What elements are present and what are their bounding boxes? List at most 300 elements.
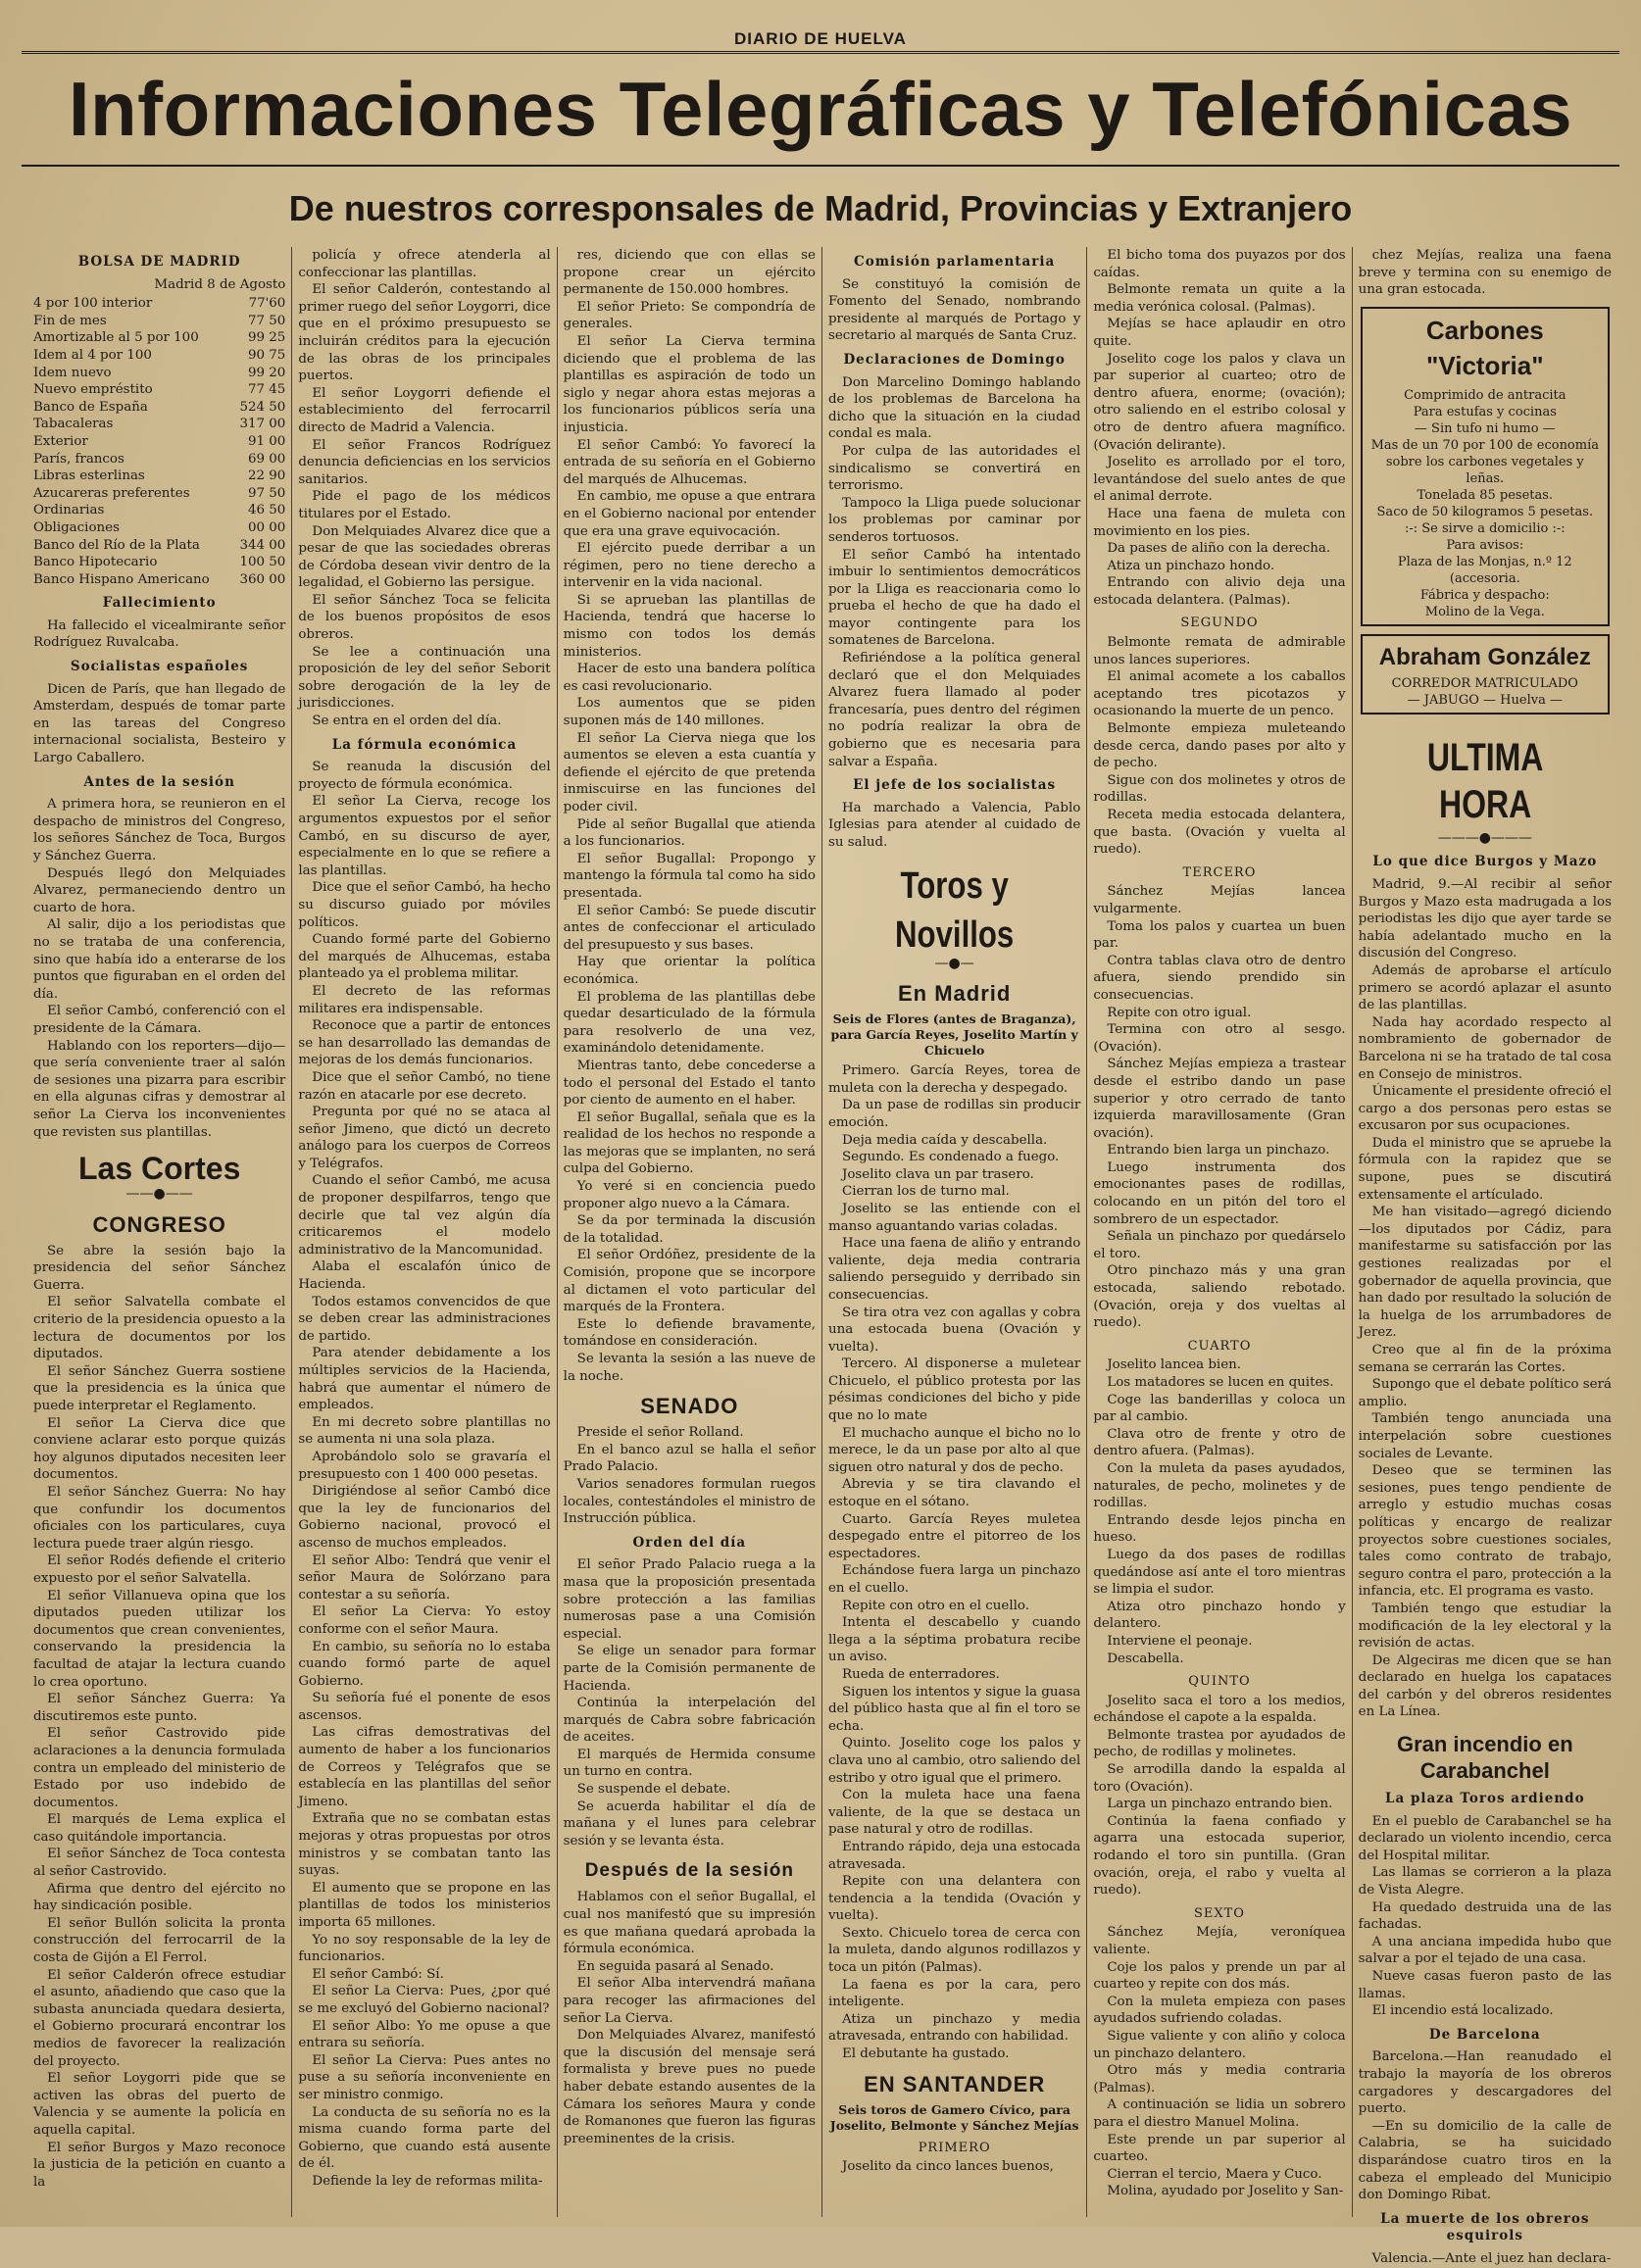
- bolsa-date: Madrid 8 de Agosto: [154, 276, 286, 292]
- ad-carbones-title: Carbones "Victoria": [1425, 315, 1544, 380]
- declaraciones-title: Declaraciones de Domingo: [843, 351, 1066, 368]
- paragraph: Yo no soy responsable de la ley de funcionarios.: [298, 1932, 551, 1965]
- paragraph: El incendio está localizado.: [1371, 2003, 1554, 2019]
- segundo-title: SEGUNDO: [1180, 616, 1259, 631]
- ad-line: Tonelada 85 pesetas.: [1417, 487, 1554, 503]
- senado-title: SENADO: [640, 1394, 739, 1419]
- paragraph: Repite con otro igual.: [1107, 1005, 1252, 1020]
- paragraph: El señor Albo: Yo me opuse a que entrara su señoría.: [298, 2018, 551, 2051]
- bolsa-value: 99 20: [247, 365, 286, 380]
- table-row: [33, 347, 285, 365]
- paragraph: Después llegó don Melquiades Alvarez, permaneciendo dentro un cuarto de hora.: [33, 865, 286, 915]
- table-row: [33, 313, 285, 330]
- paragraph: Cierran los de turno mal.: [841, 1184, 1010, 1200]
- paragraph: El señor La Cierva: Pues antes no puse a su señoría inconveniente en ser ministro conmigo.: [298, 2052, 551, 2102]
- cuarto-body: [1093, 1356, 1345, 1667]
- burgos-title: Lo que dice Burgos y Mazo: [1372, 854, 1598, 870]
- bolsa-label: 4 por 100 interior: [33, 296, 153, 312]
- paragraph: Varios senadores formulan ruegos locales, contestándoles el ministro de Instrucción pública.: [563, 1476, 816, 1527]
- paragraph: Da pases de aliño con la derecha.: [1107, 541, 1331, 557]
- paragraph: Hace una faena de muleta con movimiento en los pies.: [1093, 506, 1346, 539]
- barcelona-body: [1359, 2048, 1612, 2203]
- ad-carbones-lines: [1368, 387, 1602, 620]
- congreso-body: [33, 1243, 285, 2192]
- bolsa-value: 360 00: [239, 571, 286, 587]
- paragraph: Sánchez Mejías lancea vulgarmente.: [1093, 884, 1346, 916]
- paragraph: Termina con otro al sesgo. (Ovación).: [1093, 1022, 1346, 1055]
- paragraph: El aumento que se propone en las plantillas de todos los ministerios importa 65 millones.: [298, 1880, 551, 1930]
- paragraph: De Algeciras me dicen que se han declarado en huelga los capataces del carbón y del obreros residentes en La Línea.: [1358, 1652, 1612, 1720]
- paragraph: Tampoco la Lliga puede solucionar los problemas por caminar por senderos tortuosos.: [827, 495, 1081, 545]
- table-row: [33, 451, 285, 468]
- cuarto-title: CUARTO: [1187, 1338, 1252, 1354]
- paragraph: Nueve casas fueron pasto de las llamas.: [1358, 1969, 1612, 2001]
- bolsa-value: 46 50: [247, 503, 286, 518]
- col6-intro: chez Mejías, realiza una faena breve y termina con su enemigo de una gran estocada.: [1358, 248, 1612, 298]
- paragraph: Joselito saca el toro a los medios, echándose el capote a la espalda.: [1093, 1693, 1346, 1726]
- column-3: [558, 247, 822, 2217]
- paragraph: Nada hay acordado respecto al nombramiento de gobernador de Barcelona ni se ha tratado de tal cosa en Consejo de ministros.: [1358, 1014, 1612, 1082]
- paragraph: Su señoría fué el ponente de esos ascensos.: [298, 1691, 551, 1723]
- paragraph: Atiza un pinchazo y media atravesada, entrando con habilidad.: [827, 2011, 1081, 2045]
- bolsa-label: Idem al 4 por 100: [33, 347, 152, 363]
- paragraph: Pide al señor Bugallal que atienda a los funcionarios.: [563, 816, 816, 850]
- table-row: [33, 365, 285, 382]
- paragraph: Únicamente el presidente ofreció el cargo a dos personas pero estas se excusaron por sus ocupaciones.: [1358, 1084, 1612, 1134]
- paragraph: Molina, ayudado por Joselito y San-: [1107, 2184, 1344, 2199]
- comision-title: Comisión parlamentaria: [854, 254, 1056, 270]
- paragraph: Al salir, dijo a los periodistas que no se trataba de una conferencia, sino que había ido a enterarse de los puntos que figuraban en el orden del día.: [33, 917, 286, 1002]
- paragraph: Echándose fuera larga un pinchazo en el cuello.: [827, 1563, 1081, 1596]
- paragraph: Belmonte trastea por ayudados de pecho, de rodillas y molinetes.: [1093, 1727, 1346, 1760]
- santander-title: EN SANTANDER: [864, 2071, 1046, 2096]
- paragraph: Joselito es arrollado por el toro, levantándose del suelo antes de que el animal derrote.: [1093, 455, 1346, 505]
- paragraph: Belmonte remata un quite a la media verónica colosal. (Palmas).: [1093, 282, 1346, 315]
- bolsa-title: BOLSA DE MADRID: [77, 254, 241, 270]
- ad-line: Saco de 50 kilogramos 5 pesetas.: [1376, 504, 1594, 519]
- bolsa-label: Azucareras preferentes: [33, 485, 190, 501]
- paragraph: También tengo que estudiar la modificación de la ley electoral y la revisión de actas.: [1358, 1601, 1612, 1652]
- bolsa-value: 00 00: [247, 519, 286, 535]
- col2-body-b: [298, 759, 550, 2190]
- column-5: [1087, 247, 1352, 2217]
- barcelona-title: De Barcelona: [1428, 2026, 1541, 2043]
- bolsa-value: 100 50: [239, 555, 286, 570]
- paragraph: El señor La Cierva, recoge los argumentos expuestos por el señor Cambó, en su discurso de ayer, especialmente en lo que se refiere a las plantillas.: [298, 794, 551, 878]
- paragraph: En mi decreto sobre plantillas no se aumenta ni una sola plaza.: [298, 1414, 551, 1448]
- paragraph: El señor Albo: Tendrá que venir el señor Maura de Solórzano para contestar a su señoría.: [298, 1553, 551, 1602]
- paragraph: Atiza un pinchazo hondo.: [1107, 558, 1275, 573]
- paragraph: Don Melquiades Alvarez, manifestó que la discusión del mensaje será formalista y breve pues no puede haber debate estando ausentes de la Cámara los señores Maura y conde de Romanones que fueron las figuras preeminentes de la crisis.: [563, 2028, 816, 2146]
- ultima-hora-title: ULTIMA HORA: [1426, 735, 1544, 826]
- bolsa-value: 91 00: [247, 433, 286, 449]
- socialistas-title: Socialistas españoles: [70, 659, 249, 675]
- ad-line: Para avisos:: [1446, 537, 1524, 553]
- paragraph: El señor La Cierva: Pues, ¿por qué se me excluyó del Gobierno nacional?: [298, 1984, 551, 2016]
- antes-body: [33, 796, 285, 1141]
- paragraph: El problema de las plantillas debe quedar desarticulado de la fórmula para resolverlo de una vez, examinándolo detenidamente.: [563, 989, 816, 1057]
- paragraph: El señor Ordóñez, presidente de la Comisión, propone que se incorpore al dictamen el voto particular del marqués de la Frontera.: [563, 1248, 816, 1315]
- bolsa-value: 524 50: [239, 399, 286, 415]
- paragraph: Se elige un senador para formar parte de la Comisión permanente de Hacienda.: [563, 1644, 816, 1694]
- paragraph: Preside el señor Rolland.: [576, 1425, 744, 1441]
- bolsa-label: Amortizable al 5 por 100: [33, 330, 199, 346]
- bolsa-label: Fin de mes: [33, 313, 107, 328]
- paragraph: Supongo que el debate político será amplio.: [1358, 1377, 1612, 1409]
- paragraph: El señor Bugallal, señala que es la realidad de los hechos no responde a las mejoras que se implanten, no será culpa del Gobierno.: [563, 1109, 816, 1177]
- despues-body: [564, 1889, 816, 2147]
- paragraph: La conducta de su señoría no es la misma cuando forma parte del Gobierno, que cuando está ausente de él.: [298, 2104, 551, 2172]
- paragraph: El señor Cambó, conferenció con el presidente de la Cámara.: [33, 1004, 286, 1036]
- paragraph: Pide el pago de los médicos titulares por el Estado.: [298, 489, 551, 521]
- paragraph: Se suspende el debate.: [576, 1782, 731, 1798]
- table-row: [33, 554, 285, 571]
- paragraph: —En su domicilio de la calle de Calabria, se ha suicidado disparándose cuatro tiros en la cabeza el empleado del Municipio don Domingo Ribat.: [1358, 2118, 1612, 2203]
- headline-rule: [22, 165, 1619, 167]
- muerte-title: La muerte de los obreros esquirols: [1380, 2210, 1590, 2244]
- paragraph: Aprobándolo solo se gravaría el presupuesto con 1 400 000 pesetas.: [298, 1449, 551, 1482]
- headline: Informaciones Telegráficas y Telefónicas: [68, 66, 1573, 152]
- paragraph: Defiende la ley de reformas milita-: [312, 2173, 543, 2189]
- paragraph: El señor Salvatella combate el criterio de la presidencia opuesto a la lectura de documentos por los diputados.: [33, 1295, 286, 1362]
- advertisement-carbones: [1361, 307, 1610, 626]
- table-row: [33, 571, 285, 589]
- muerte-text: Valencia.—Ante el juez han declara-: [1371, 2250, 1612, 2266]
- paragraph: Se arrodilla dando la espalda al toro (Ovación).: [1093, 1762, 1346, 1795]
- paragraph: Abrevia y se tira clavando el estoque en el sótano.: [827, 1477, 1081, 1510]
- paragraph: Coge las banderillas y coloca un par al cambio.: [1093, 1392, 1346, 1425]
- madrid-body: [828, 1062, 1080, 2062]
- paragraph: Hay que orientar la política económica.: [563, 955, 816, 987]
- bolsa-table: [33, 295, 285, 588]
- bolsa-label: Idem nuevo: [33, 365, 112, 380]
- ad-line: Plaza de las Monjas, n.º 12 (accesoria.: [1397, 554, 1572, 586]
- paragraph: Cierran el tercio, Maera y Cuco.: [1107, 2166, 1322, 2182]
- paragraph: Los aumentos que se piden suponen más de 140 millones.: [563, 696, 816, 729]
- paragraph: Las llamas se corrieron a la plaza de Vista Alegre.: [1358, 1865, 1612, 1898]
- paragraph: El señor Calderón, contestando al primer ruego del señor Loygorri, dice que en el próximo presupuesto se incluirán créditos para la ejecución de las obras de los principales puertos.: [298, 282, 551, 384]
- column-6: [1353, 247, 1617, 2266]
- bolsa-value: 69 00: [247, 451, 286, 467]
- ad-line: Molino de la Vega.: [1424, 604, 1545, 619]
- sexto-title: SEXTO: [1193, 1905, 1245, 1921]
- paragraph: Yo veré si en conciencia puedo proponer algo nuevo a la Cámara.: [563, 1179, 816, 1211]
- paragraph: Hablando con los reporters—dijo—que sería conveniente traer al salón de sesiones una pizarra para escribir en ella algunas cifras y demostrar al señor La Cierva los inconvenientes que revisten sus plantillas.: [33, 1038, 286, 1140]
- paragraph: En cambio, su señoría no lo estaba cuando formó parte de aquel Gobierno.: [298, 1639, 551, 1689]
- paragraph: Da un pase de rodillas sin producir emoción.: [827, 1098, 1081, 1130]
- paragraph: El señor La Cierva termina diciendo que el problema de las plantillas es aspiración de todo un siglo y negar ahora estas mejoras a los funcionarios públicos sería una injusticia.: [563, 333, 816, 435]
- paragraph: Dice que el señor Cambó, no tiene razón en atacarle por ese decreto.: [298, 1069, 551, 1103]
- segundo-body: [1093, 634, 1345, 859]
- quinto-body: [1093, 1693, 1345, 1899]
- paragraph: Se entra en el orden del día.: [312, 714, 502, 729]
- paragraph: Joselito coge los palos y clava un par superior al cuarteo; otro de dentro afuera, enorme; (ovación); otro saliendo en el estribo colosal y otro de dentro afuera magnífico. (Ovación delirante).: [1093, 351, 1346, 453]
- paragraph: Luego da dos pases de rodillas quedándose así ante el toro mientras se limpia el sudor.: [1093, 1547, 1346, 1598]
- paragraph: El señor Burgos y Mazo reconoce la justicia de la petición en cuanto a la: [33, 2140, 286, 2190]
- paragraph: Extraña que no se combatan estas mejoras y otras propuestas por otros ministros y se combatan tanto las suyas.: [298, 1811, 551, 1879]
- column-1: [27, 247, 292, 2217]
- bolsa-label: Banco Hispano Americano: [33, 571, 210, 587]
- table-row: [33, 329, 285, 347]
- paragraph: Don Melquiades Alvarez dice que a pesar de que las sociedades obreras de Córdoba desean vivir dentro de la legalidad, el Gobierno las persigue.: [298, 523, 551, 591]
- paragraph: Con la muleta hace una faena valiente, de la que se destaca un pase natural y otro de rodillas.: [827, 1788, 1081, 1838]
- paragraph: El señor Bullón solicita la pronta construcción del ferrocarril de la costa de Gijón a El Ferrol.: [33, 1915, 286, 1966]
- table-row: [33, 399, 285, 417]
- paragraph: El debutante ha gustado.: [841, 2046, 1010, 2062]
- paragraph: Sigue valiente y con aliño y coloca un pinchazo delantero.: [1093, 2028, 1346, 2061]
- bolsa-label: Banco del Río de la Plata: [33, 537, 200, 553]
- bolsa-value: 22 90: [247, 468, 286, 484]
- paragraph: El señor Sánchez Guerra: No hay que confundir los documentos oficiales con los particulares, cuya lectura puede traer algún riesgo.: [33, 1485, 286, 1552]
- paragraph: Afirma que dentro del ejército no hay sindicación posible.: [33, 1881, 286, 1914]
- paragraph: Mejías se hace aplaudir en otro quite.: [1093, 317, 1346, 349]
- ad-abraham-subtitle: CORREDOR MATRICULADO: [1391, 675, 1578, 691]
- paragraph: Cuarto. García Reyes muletea despegado entre el pitorreo de los espectadores.: [827, 1511, 1081, 1561]
- paragraph: Entrando bien larga un pinchazo.: [1107, 1143, 1330, 1159]
- paragraph: El señor Loygorri defiende el establecimiento del ferrocarril directo de Madrid a Valencia.: [298, 385, 551, 435]
- bolsa-label: Exterior: [33, 433, 88, 449]
- paragraph: En el pueblo de Carabanchel se ha declarado un violento incendio, cerca del Hospital militar.: [1358, 1813, 1612, 1863]
- paragraph: El señor Francos Rodríguez denuncia deficiencias en los servicios sanitarios.: [298, 437, 551, 487]
- toros-title: Toros y Novillos: [895, 864, 1015, 956]
- paragraph: Todos estamos convencidos de que se deben crear las administraciones de partido.: [298, 1294, 551, 1344]
- bolsa-value: 90 75: [247, 347, 286, 363]
- bolsa-value: 77 50: [247, 313, 286, 328]
- paragraph: Cuando formé parte del Gobierno del marqués de Alhucemas, estaba planteado ya el problema militar.: [298, 932, 551, 982]
- fallecimiento-text: Ha fallecido el vicealmirante señor Rodríguez Ruvalcaba.: [33, 617, 286, 651]
- paragraph: Mientras tanto, debe concederse a todo el personal del Estado el tanto por ciento de aumento en el haber.: [563, 1058, 816, 1109]
- bolsa-value: 97 50: [247, 485, 286, 501]
- advertisement-abraham: [1361, 634, 1610, 715]
- paragraph: Deseo que se terminen las sesiones, pues tengo pendiente de arreglo y estudio muchas cosas políticas y encargo de realizar proyectos sobre cuestiones sociales, tales como contrato de trabajo, seguro contra el paro, protección a la infancia, etc. El programa es vasto.: [1358, 1463, 1612, 1600]
- ad-line: Comprimido de antracita: [1404, 387, 1566, 403]
- fallecimiento-title: Fallecimiento: [102, 595, 217, 612]
- paragraph: Este lo defiende bravamente, tomándose en consideración.: [563, 1316, 816, 1350]
- paragraph: El señor Alba intervendrá mañana para recoger las afirmaciones del señor La Cierva.: [563, 1976, 816, 2026]
- bolsa-value: 317 00: [239, 417, 286, 432]
- despues-title: Después de la sesión: [584, 1860, 794, 1882]
- paragraph: El señor Bugallal: Propongo y mantengo la fórmula tal como ha sido presentada.: [563, 851, 816, 901]
- paragraph: El muchacho aunque el bicho no lo merece, le da un pase por alto al que siguen otro natural y dos de pecho.: [827, 1425, 1081, 1475]
- paragraph: Se acuerda habilitar el día de mañana y el lunes para celebrar sesión y se levanta ésta.: [563, 1799, 816, 1849]
- ad-abraham-place: — JABUGO — Huelva —: [1407, 692, 1563, 708]
- table-row: [33, 537, 285, 555]
- paragraph: Creo que al fin de la próxima semana se cerrarán las Cortes.: [1358, 1343, 1612, 1375]
- paragraph: El señor La Cierva: Yo estoy conforme con el señor Maura.: [298, 1604, 551, 1637]
- paragraph: Entrando rápido, deja una estocada atravesada.: [827, 1839, 1081, 1872]
- tercero-body: [1093, 883, 1345, 1331]
- paragraph: Quinto. Joselito coge los palos y clava uno al cambio, otro saliendo del estribo y otro igual que el primero.: [827, 1736, 1081, 1786]
- paragraph: res, diciendo que con ellas se propone crear un ejército permanente de 150.000 hombres.: [563, 248, 816, 298]
- paragraph: Madrid, 9.—Al recibir al señor Burgos y Mazo esta madrugada a los periodistas les dijo que ayer tarde se había adelantado mucho en la discusión del Congreso.: [1358, 876, 1612, 961]
- paragraph: Hablamos con el señor Bugallal, el cual nos manifestó que su impresión es que mañana quedará aprobada la fórmula económica.: [563, 1890, 816, 1957]
- antes-title: Antes de la sesión: [83, 773, 235, 790]
- paragraph: Atiza otro pinchazo hondo y delantero.: [1093, 1599, 1346, 1632]
- paragraph: Sexto. Chicuelo torea de cerca con la muleta, dando algunos rodillazos y toca un pitón (Palmas).: [827, 1925, 1081, 1976]
- table-row: [33, 502, 285, 519]
- paragraph: El señor Castrovido pide aclaraciones a la denuncia formulada contra un empleado del ministerio de Estado por uso indebido de documentos.: [33, 1726, 286, 1810]
- masthead-rule: [22, 51, 1619, 54]
- paragraph: Se reanuda la discusión del proyecto de fórmula económica.: [298, 760, 551, 792]
- paragraph: Ha quedado destruida una de las fachadas.: [1358, 1899, 1612, 1933]
- ad-line: Fábrica y despacho:: [1419, 587, 1550, 603]
- bolsa-label: Ordinarias: [33, 503, 105, 518]
- congreso-title: CONGRESO: [92, 1211, 226, 1237]
- paragraph: Sánchez Mejía, veroníquea valiente.: [1093, 1925, 1346, 1957]
- paragraph: Sigue con dos molinetes y otros de rodillas.: [1093, 772, 1346, 806]
- ad-line: :-: Se sirve a domicilio :-:: [1404, 520, 1566, 536]
- paragraph: Descabella.: [1107, 1651, 1184, 1666]
- paragraph: Entrando con alivio deja una estocada delantera. (Palmas).: [1093, 575, 1346, 608]
- bolsa-label: Libras esterlinas: [33, 468, 145, 484]
- paragraph: El señor Sánchez Guerra sostiene que la presidencia es la única que puede interpretar el Reglamento.: [33, 1363, 286, 1414]
- paragraph: Con la muleta da pases ayudados, naturales, de pecho, molinetes y de rodillas.: [1093, 1460, 1346, 1511]
- paragraph: El señor Villanueva opina que los diputados pueden utilizar los documentos que crean convenientes, conservando la presidencia la facultad de atajar la lectura cuando lo crea oportuno.: [33, 1588, 286, 1690]
- paragraph: Intenta el descabello y cuando llega a la séptima probatura recibe un aviso.: [827, 1615, 1081, 1665]
- col5-body-a: [1093, 247, 1345, 609]
- paragraph: El señor Cambó: Yo favorecí la entrada de su señoría en el Gobierno del marqués de Alhucemas.: [563, 437, 816, 487]
- paragraph: Cuando el señor Cambó, me acusa de proponer despilfarros, tengo que decirle que tal vez algún día criticaremos el modelo administrativo de la Mancomunidad.: [298, 1173, 551, 1257]
- paragraph: Belmonte empieza muleteando desde cerca, dando pases por alto y de pecho.: [1093, 721, 1346, 771]
- ad-line: Mas de un 70 por 100 de economía sobre los carbones vegetales y leñas.: [1370, 437, 1599, 486]
- ornament: —●—: [934, 955, 974, 971]
- column-2: [292, 247, 557, 2217]
- paragraph: El señor Loygorri pide que se activen las obras del puerto de Valencia y se aumente la policía en aquella capital.: [33, 2071, 286, 2138]
- table-row: [33, 468, 285, 485]
- plaza-body: [1359, 1813, 1612, 2020]
- paragraph: Este prende un par superior al cuarteo.: [1093, 2132, 1346, 2165]
- paragraph: Barcelona.—Han reanudado el trabajo la mayoría de los obreros cargadores y descargadores del puerto.: [1358, 2049, 1612, 2117]
- paragraph: Siguen los intentos y sigue la guasa del público hasta que al fin el toro se echa.: [827, 1684, 1081, 1734]
- paragraph: El señor Cambó: Se puede discutir antes de confeccionar el articulado del presupuesto y sus bases.: [563, 903, 816, 953]
- paragraph: Las cifras demostrativas del aumento de haber a los funcionarios de Correos y Telégrafos que se establecía en las plantillas del señor Jimeno.: [298, 1725, 551, 1809]
- paragraph: Larga un pinchazo entrando bien.: [1107, 1797, 1333, 1812]
- bolsa-label: París, francos: [33, 451, 124, 467]
- paragraph: Joselito se las entiende con el manso aguantando varias coladas.: [827, 1201, 1081, 1234]
- fuego-title: Gran incendio en Carabanchel: [1396, 1732, 1573, 1784]
- paragraph: El señor Rodés defiende el criterio expuesto por el señor Salvatella.: [33, 1553, 286, 1586]
- paragraph: Señala un pinchazo por quedárselo el toro.: [1093, 1229, 1346, 1261]
- bolsa-value: 77'60: [248, 296, 286, 312]
- paragraph: El señor Sánchez Toca se felicita de los buenos propósitos de esos obreros.: [298, 592, 551, 643]
- paragraph: Don Marcelino Domingo hablando de los problemas de Barcelona ha dicho que la situación en la ciudad condal es mala.: [827, 374, 1081, 442]
- jefe-text: Ha marchado a Valencia, Pablo Iglesias para atender al cuidado de su salud.: [827, 800, 1081, 850]
- ad-line: Para estufas y cocinas: [1413, 404, 1557, 419]
- subheadline: De nuestros corresponsales de Madrid, Provincias y Extranjero: [288, 188, 1353, 228]
- paragraph: Dice que el señor Cambó, ha hecho su discurso guiado por móviles políticos.: [298, 880, 551, 930]
- quinto-title: QUINTO: [1188, 1674, 1251, 1690]
- bolsa-value: 77 45: [247, 382, 286, 398]
- paragraph: Por culpa de las autoridades el sindicalismo se convertirá en terrorismo.: [827, 443, 1081, 494]
- paragraph: Alaba el escalafón único de Hacienda.: [298, 1259, 551, 1293]
- paragraph: A primera hora, se reunieron en el despacho de ministros del Congreso, los señores Sánchez de Toca, Burgos y Sánchez Guerra.: [33, 797, 286, 863]
- paragraph: A una anciana impedida hubo que salvar a por el tejado de una casa.: [1358, 1934, 1612, 1967]
- table-row: [33, 485, 285, 503]
- paragraph: Los matadores se lucen en quites.: [1107, 1375, 1334, 1390]
- paragraph: Receta media estocada delantera, que basta. (Ovación y vuelta al ruedo).: [1093, 808, 1346, 858]
- paragraph: Continúa la faena confiado y agarra una estocada superior, rodando el toro sin puntilla. (Gran ovación, oreja, el rabo y vuelta al ruedo).: [1093, 1813, 1346, 1898]
- paragraph: Otro pinchazo más y una gran estocada, saliendo rebotado. (Ovación, oreja y dos vueltas al ruedo).: [1093, 1263, 1346, 1331]
- paragraph: Rueda de enterradores.: [841, 1666, 1000, 1682]
- paragraph: El señor Sánchez de Toca contesta al señor Castrovido.: [33, 1847, 286, 1880]
- paragraph: El señor La Cierva dice que conviene aclarar esto porque quizás hoy algunos diputados necesiten leer documentos.: [33, 1415, 286, 1483]
- paragraph: El señor Prado Palacio ruega a la masa que la proposición presentada sobre protección a las familias numerosas pase a una Comisión especial.: [563, 1557, 816, 1642]
- bolsa-value: 99 25: [247, 330, 286, 346]
- table-row: [33, 381, 285, 399]
- paragraph: Segundo. Es condenado a fuego.: [841, 1150, 1060, 1165]
- paragraph: Si se aprueban las plantillas de Hacienda, tendrá que hacerse lo mismo con todos los demás ministerios.: [563, 592, 816, 660]
- paragraph: El marqués de Hermida consume un turno en contra.: [563, 1747, 816, 1780]
- cortes-title: Las Cortes: [77, 1151, 241, 1187]
- primero-text: Joselito da cinco lances buenos,: [841, 2159, 1054, 2175]
- paragraph: Se tira otra vez con agallas y cobra una estocada buena (Ovación y vuelta).: [827, 1305, 1081, 1355]
- paragraph: Refiriéndose a la política general declaró que el don Melquiades Alvarez fuera llamado al poder francesaría, pues dentro del régimen no podría realizar la obra de gobierno que es necesaria para salvar a España.: [827, 651, 1081, 769]
- paragraph: El decreto de las reformas militares era indispensable.: [298, 983, 551, 1016]
- table-row: [33, 416, 285, 433]
- paragraph: A continuación se lidia un sobrero para el diestro Manuel Molina.: [1093, 2097, 1346, 2130]
- bolsa-label: Banco Hipotecario: [33, 555, 158, 570]
- paragraph: Clava otro de frente y otro de dentro afuera. (Palmas).: [1093, 1426, 1346, 1459]
- paragraph: Duda el ministro que se apruebe la fórmula con la rapidez que se supone, pues se discutirá extensamente el artículado.: [1358, 1135, 1612, 1203]
- ad-line: — Sin tufo ni humo —: [1414, 420, 1556, 436]
- paragraph: Para atender debidamente a los múltiples servicios de la Hacienda, habrá que aumentar el número de empleados.: [298, 1346, 551, 1413]
- paragraph: El señor La Cierva niega que los aumentos se eleven a esta cuantía y defiende el ejército de que pretenda inmiscuirse en las funciones del poder civil.: [563, 730, 816, 814]
- paragraph: Repite con una delantera con tendencia a la tendida (Ovación y vuelta).: [827, 1874, 1081, 1924]
- paragraph: Joselito lancea bien.: [1107, 1357, 1242, 1373]
- columns: [27, 247, 1617, 2266]
- paragraph: Dirigiéndose al señor Cambó dice que la ley de funcionarios del Gobierno nacional, provocó el ascenso de muchos empleados.: [298, 1484, 551, 1551]
- paragraph: Otro más y media contraria (Palmas).: [1093, 2063, 1346, 2095]
- paragraph: Coje los palos y prende un par al cuarteo y repite con dos más.: [1093, 1959, 1346, 1993]
- paragraph: Sánchez Mejías empieza a trastear desde el estribo dando un pase superior y otro cerrado de tanto izquierda maravillosamente (Gran ovación).: [1093, 1057, 1346, 1141]
- paragraph: Continúa la interpelación del marqués de Cabra sobre fabricación de aceites.: [563, 1696, 816, 1746]
- burgos-body: [1359, 876, 1612, 1721]
- paragraph: Primero. García Reyes, torea de muleta con la derecha y despegado.: [827, 1063, 1081, 1096]
- bolsa-label: Nuevo empréstito: [33, 382, 153, 398]
- socialistas-text: Dicen de París, que han llegado de Amsterdam, después de tomar parte en las tareas del Congreso internacional socialista, Besteiro y Largo Caballero.: [33, 681, 286, 766]
- ad-abraham-title: Abraham González: [1378, 643, 1591, 670]
- paragraph: El marqués de Lema explica el caso quitándole importancia.: [33, 1812, 286, 1845]
- paragraph: Hacer de esto una bandera política es casi revolucionario.: [563, 662, 816, 694]
- paragraph: Pregunta por qué no se ataca al señor Jimeno, que dictó un decreto análogo para los cuerpos de Correos y Telégrafos.: [298, 1105, 551, 1171]
- paragraph: Belmonte remata de admirable unos lances superiores.: [1093, 635, 1346, 667]
- comision-text: Se constituyó la comisión de Fomento del Senado, nombrando presidente al marqués de Portago y secretario al marqués de Santa Cruz.: [827, 276, 1081, 344]
- paragraph: El señor Sánchez Guerra: Ya discutiremos este punto.: [33, 1692, 286, 1724]
- senado-body: [564, 1424, 816, 1528]
- paragraph: El señor Prieto: Se compondría de generales.: [563, 299, 816, 332]
- col3-body-a: [564, 247, 816, 1385]
- tercero-title: TERCERO: [1182, 864, 1257, 880]
- paragraph: Se levanta la sesión a las nueve de la noche.: [563, 1352, 816, 1384]
- paragraph: Hace una faena de aliño y entrando valiente, deja media contraria saliendo perseguido y derribado sin consecuencias.: [827, 1236, 1081, 1303]
- bolsa-label: Banco de España: [33, 399, 148, 415]
- paragraph: En seguida pasará al Senado.: [576, 1958, 774, 1974]
- formula-title: La fórmula económica: [331, 736, 518, 753]
- santander-subtitle: Seis toros de Gamero Cívico, para Joselito, Belmonte y Sánchez Mejías: [829, 2101, 1079, 2133]
- paragraph: Me han visitado—agregó diciendo—los diputados por Cádiz, para manifestarme su satisfacción por las gestiones realizadas por el gobernador de aquella provincia, que han dado por resultado la solución de la huelga de los arrumbadores de Jerez.: [1358, 1205, 1612, 1341]
- paragraph: Toma los palos y cuartea un buen par.: [1093, 918, 1346, 952]
- paragraph: Se lee a continuación una proposición de ley del señor Seborit sobre derogación de la ley de jurisdicciones.: [298, 644, 551, 712]
- paragraph: Con la muleta empieza con pases ayudados sufriendo coladas.: [1093, 1994, 1346, 2027]
- paragraph: Tercero. Al disponerse a muletear Chicuelo, el público protesta por las pésimas condiciones del bicho y pide que no lo mate: [827, 1356, 1081, 1424]
- declaraciones-body: [828, 374, 1080, 771]
- paragraph: El bicho toma dos puyazos por dos caídas.: [1093, 248, 1346, 280]
- paragraph: Joselito clava un par trasero.: [841, 1166, 1034, 1182]
- paragraph: Se abre la sesión bajo la presidencia del señor Sánchez Guerra.: [33, 1243, 286, 1293]
- paragraph: Reconoce que a partir de entonces se han desarrollado las demandas de mejoras de los demás funcionarios.: [298, 1018, 551, 1068]
- paragraph: Repite con otro en el cuello.: [841, 1598, 1029, 1613]
- masthead: DIARIO DE HUELVA: [734, 29, 907, 48]
